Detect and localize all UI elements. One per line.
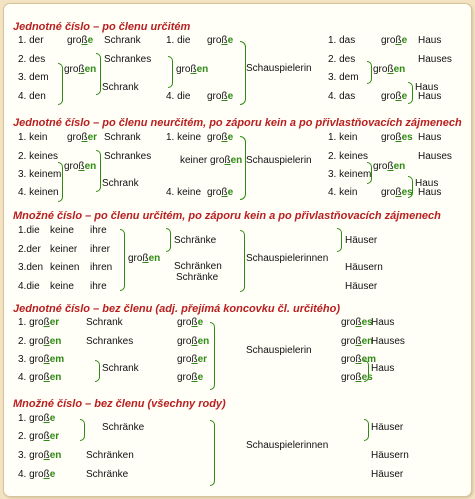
table-cell: 4. keine — [166, 187, 202, 198]
table-cell: keine — [50, 281, 74, 292]
table-cell: großen — [341, 336, 374, 347]
table-cell: große — [207, 187, 234, 198]
table-cell: Häuser — [371, 422, 404, 433]
bracket — [240, 230, 245, 292]
table-cell: Schrank — [86, 317, 123, 328]
table-cell: Haus — [418, 187, 442, 198]
table-cell: 1. großer — [18, 317, 60, 328]
table-cell: 2. keines — [18, 151, 59, 162]
table-cell: 3.den — [18, 262, 44, 273]
table-cell: Schränke — [102, 422, 145, 433]
table-cell: Schränke — [176, 272, 219, 283]
bracket — [367, 162, 372, 184]
table-cell: 3. großen — [18, 450, 62, 461]
table-cell: 1. keine — [166, 132, 202, 143]
table-cell: großen — [64, 64, 97, 75]
table-cell: großes — [341, 317, 373, 328]
table-cell: 4. großen — [18, 372, 62, 383]
table-cell: Schrankes — [104, 54, 152, 65]
table-cell: 3. keinem — [18, 169, 62, 180]
table-cell: Schrankes — [104, 151, 152, 162]
table-cell: großen — [176, 64, 209, 75]
table-cell: Schrank — [102, 363, 139, 374]
table-cell: Schauspielerinnen — [246, 440, 329, 451]
bracket — [364, 419, 369, 441]
table-cell: Haus — [418, 132, 442, 143]
bracket — [408, 82, 413, 104]
table-cell: 3. großem — [18, 354, 65, 365]
table-cell: Hauses — [418, 151, 452, 162]
table-cell: ihren — [90, 262, 113, 273]
table-cell: keiner großen — [180, 155, 243, 166]
table-cell: großen — [64, 161, 97, 172]
table-cell: Schränke — [174, 235, 217, 246]
bracket — [367, 61, 372, 84]
table-cell: 2. des — [328, 54, 356, 65]
table-cell: große — [207, 91, 234, 102]
table-cell: großen — [177, 336, 210, 347]
bracket — [210, 420, 215, 486]
table-cell: 4. das — [328, 91, 356, 102]
table-cell: großem — [341, 354, 377, 365]
table-cell: große — [177, 317, 204, 328]
table-cell: 1. kein — [18, 132, 48, 143]
table-cell: Schauspielerin — [246, 345, 312, 356]
table-cell: Schrankes — [86, 336, 134, 347]
table-cell: keiner — [50, 244, 78, 255]
table-cell: Häusern — [345, 262, 383, 273]
table-cell: großer — [67, 132, 98, 143]
table-cell: Hauses — [371, 336, 405, 347]
table-cell: große — [67, 35, 94, 46]
bracket — [364, 360, 369, 382]
table-cell: 1.die — [18, 225, 40, 236]
bracket — [95, 360, 100, 382]
table-cell: 4. keinen — [18, 187, 59, 198]
table-cell: Schränken — [174, 261, 222, 272]
table-cell: Haus — [418, 91, 442, 102]
table-cell: Häuser — [371, 469, 404, 480]
table-cell: 4. den — [18, 91, 46, 102]
bracket — [240, 41, 246, 105]
table-cell: Schrank — [102, 82, 139, 93]
table-cell: 1. die — [166, 35, 191, 46]
table-cell: Haus — [415, 178, 439, 189]
table-cell: 3. keinem — [328, 169, 372, 180]
table-cell: ihre — [90, 281, 107, 292]
heading-plural-definite: Množné číslo – po členu určitém, po záporu kein a po přivlastňovacích zájmenech — [13, 210, 441, 222]
table-cell: Haus — [371, 363, 395, 374]
table-cell: Haus — [371, 317, 395, 328]
table-cell: großes — [381, 187, 413, 198]
table-cell: großen — [128, 253, 161, 264]
table-cell: 1. der — [18, 35, 44, 46]
table-cell: Schränke — [86, 469, 129, 480]
heading-plural-no-article: Množné číslo – bez členu (všechny rody) — [13, 398, 226, 410]
table-cell: keinen — [50, 262, 80, 273]
bracket — [96, 150, 101, 192]
table-cell: Häuser — [345, 281, 378, 292]
bracket — [166, 228, 171, 252]
table-cell: 4. große — [18, 469, 56, 480]
table-cell: Hauses — [418, 54, 452, 65]
table-cell: keine — [50, 225, 74, 236]
table-cell: 2. des — [18, 54, 46, 65]
bracket — [120, 229, 125, 291]
table-cell: Häusern — [371, 450, 409, 461]
table-cell: großes — [381, 132, 413, 143]
bracket — [58, 63, 63, 105]
table-cell: 1. das — [328, 35, 356, 46]
table-cell: 4. die — [166, 91, 191, 102]
table-cell: großen — [373, 161, 406, 172]
table-cell: ihrer — [90, 244, 111, 255]
table-cell: Schränken — [86, 450, 134, 461]
bracket — [408, 176, 413, 198]
bracket — [210, 322, 215, 390]
table-cell: große — [381, 35, 408, 46]
table-cell: Haus — [415, 82, 439, 93]
table-cell: Haus — [418, 35, 442, 46]
heading-singular-no-article: Jednotné číslo – bez členu (adj. přejímá koncovku čl. určitého) — [13, 303, 341, 315]
table-cell: 3. dem — [18, 72, 49, 83]
table-cell: 2. großen — [18, 336, 62, 347]
table-cell: Schauspielerin — [246, 63, 312, 74]
table-cell: 2. keines — [328, 151, 369, 162]
table-cell: großer — [177, 354, 208, 365]
bracket — [168, 56, 173, 88]
bracket — [58, 162, 63, 202]
table-cell: 1. kein — [328, 132, 358, 143]
table-cell: Schauspielerin — [246, 155, 312, 166]
table-cell: 4.die — [18, 281, 40, 292]
bracket — [240, 136, 246, 200]
table-cell: 2.der — [18, 244, 41, 255]
table-cell: 3. dem — [328, 72, 359, 83]
table-cell: große — [207, 132, 234, 143]
table-cell: 4. kein — [328, 187, 358, 198]
table-cell: ihre — [90, 225, 107, 236]
table-cell: großes — [341, 372, 373, 383]
bracket — [96, 53, 101, 95]
heading-singular-definite: Jednotné číslo – po členu určitém — [13, 21, 191, 33]
table-cell: große — [207, 35, 234, 46]
table-cell: große — [177, 372, 204, 383]
table-cell: Schrank — [102, 178, 139, 189]
table-cell: Schrank — [104, 132, 141, 143]
table-cell: Schrank — [104, 35, 141, 46]
table-cell: großen — [373, 64, 406, 75]
table-cell: Schauspielerinnen — [246, 253, 329, 264]
table-cell: 1. große — [18, 413, 56, 424]
table-cell: 2. großer — [18, 431, 60, 442]
table-cell: große — [381, 91, 408, 102]
bracket — [80, 419, 85, 441]
bracket — [337, 228, 342, 252]
table-cell: Häuser — [345, 235, 378, 246]
heading-singular-indefinite: Jednotné číslo – po členu neurčitém, po záporu kein a po přivlastňovacích zájmenech — [13, 117, 462, 129]
